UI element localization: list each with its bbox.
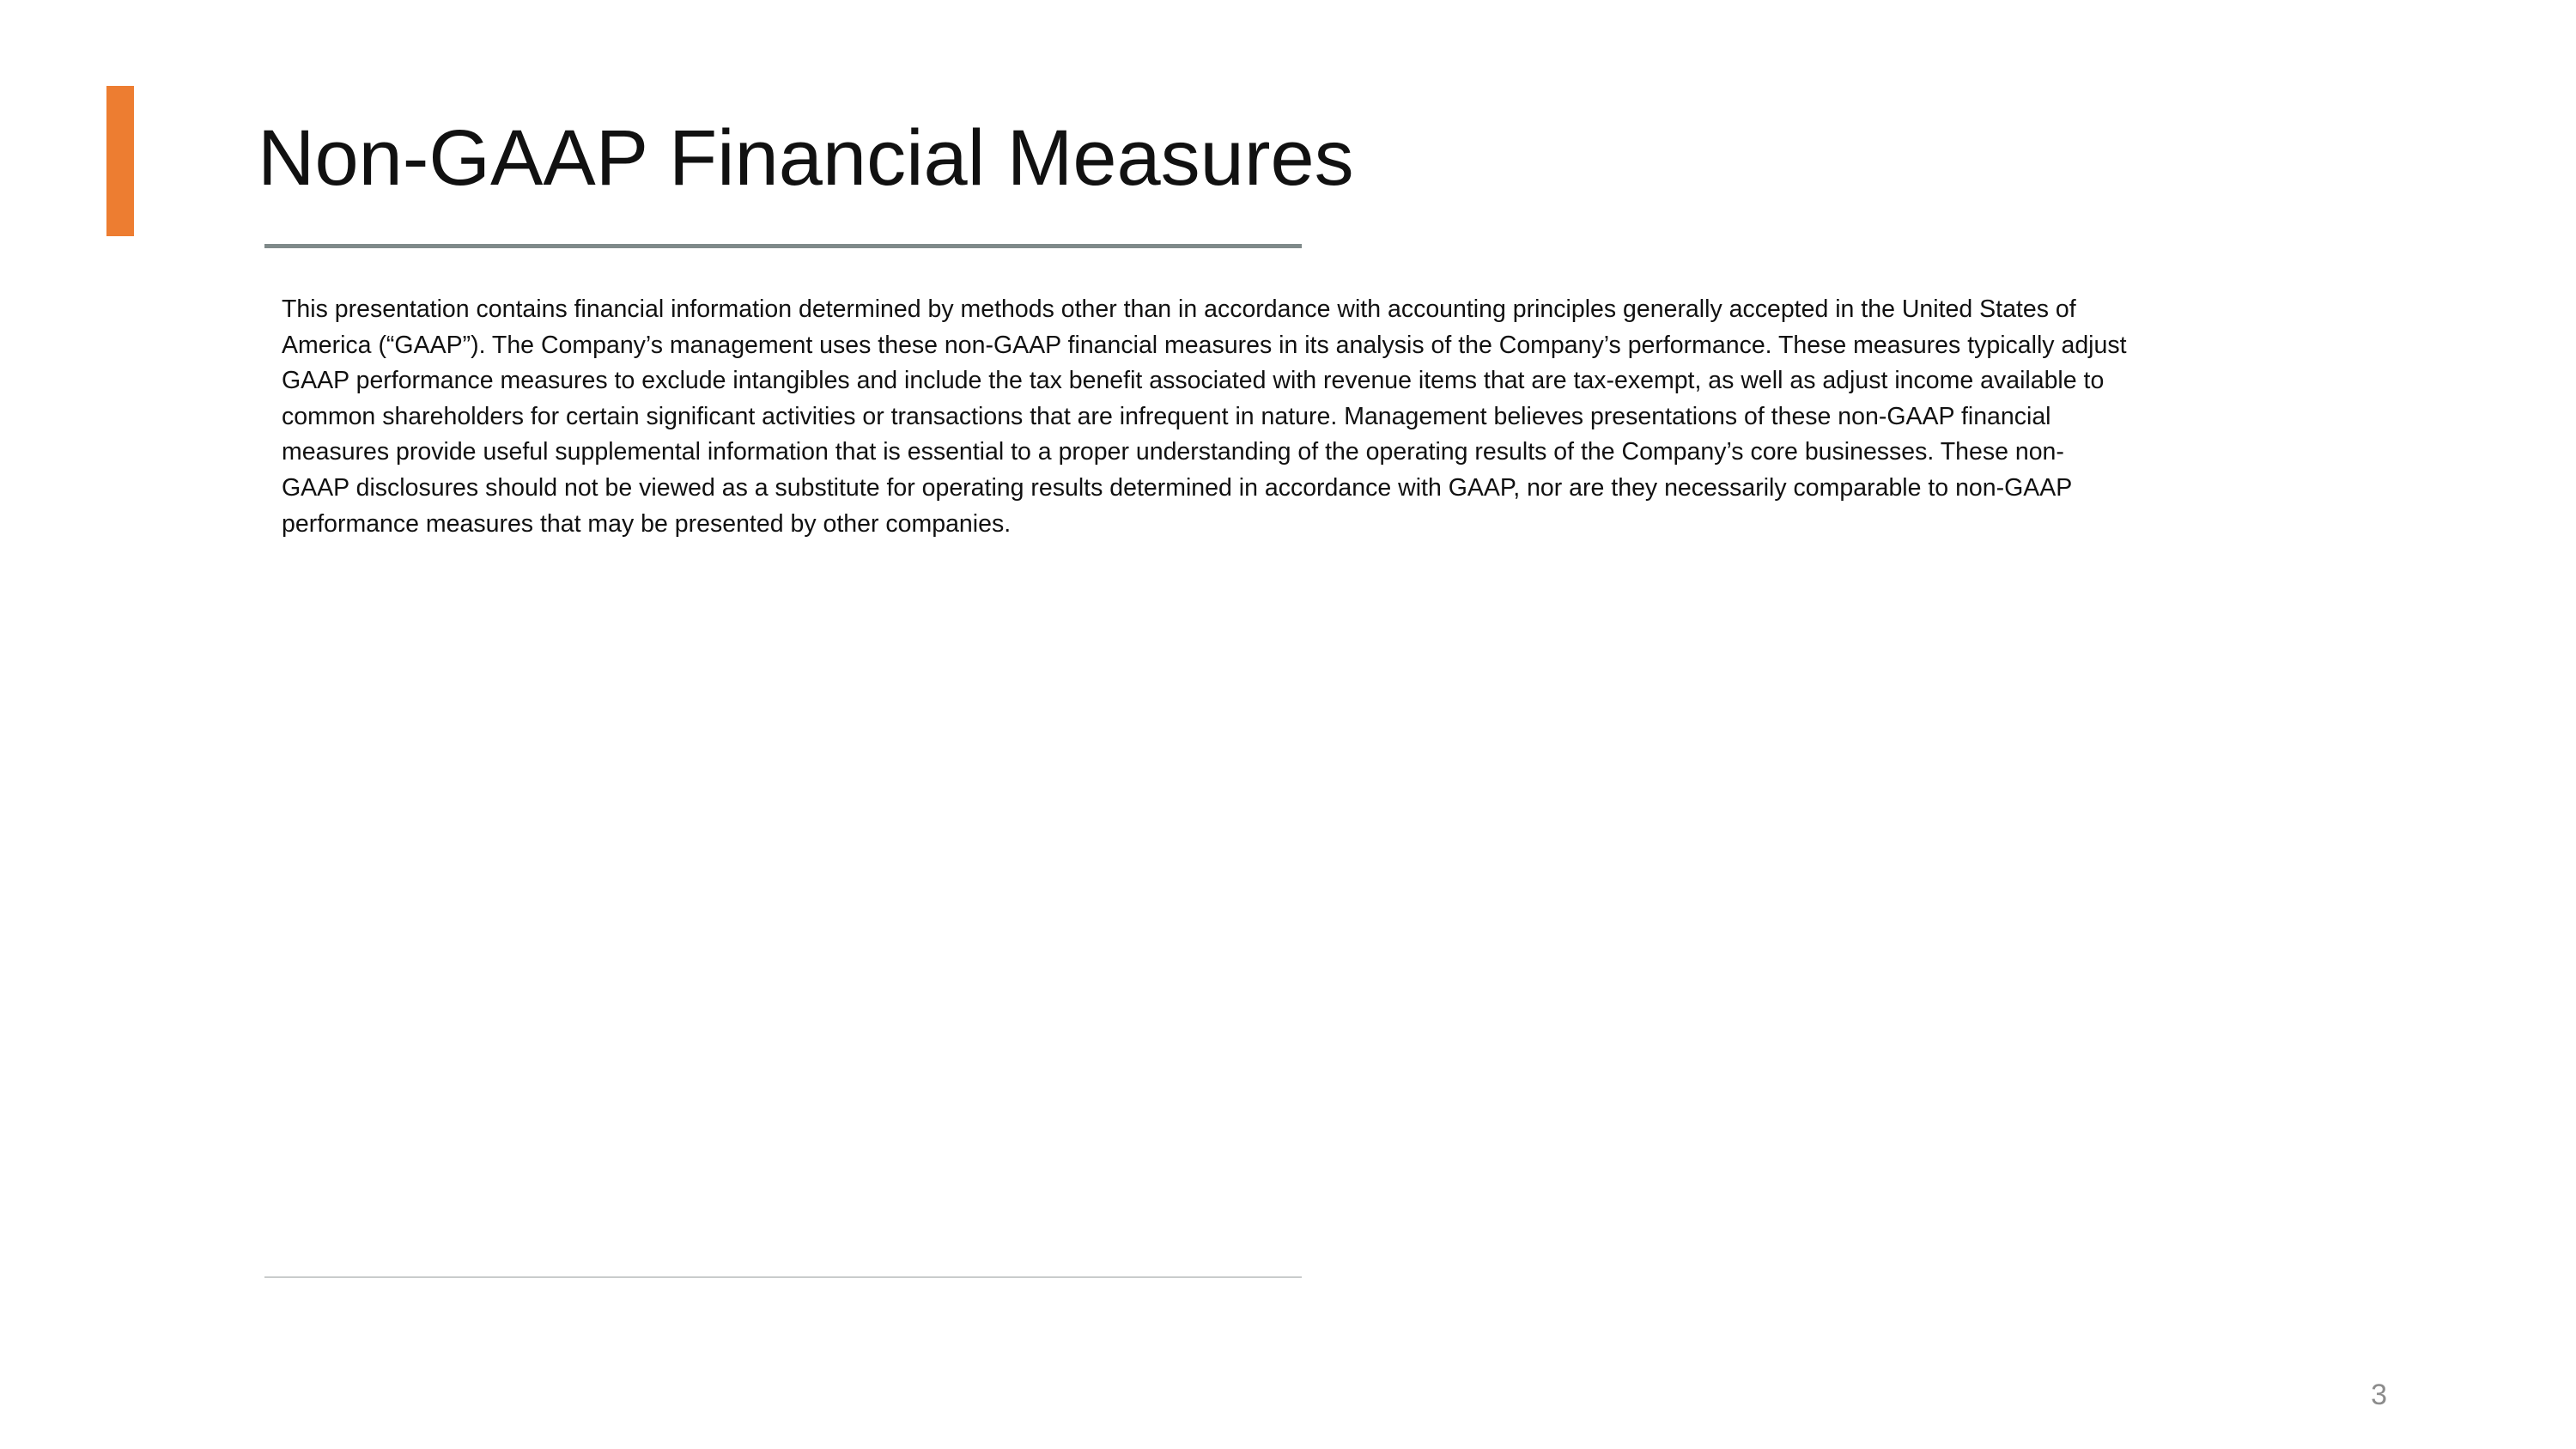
- footer-divider: [264, 1276, 1302, 1278]
- page-number: 3: [2371, 1379, 2387, 1411]
- title-divider: [264, 244, 1302, 248]
- body-paragraph: This presentation contains financial information determined by methods other than in accordance with accounting principles generally accepted in the United States of America (“GAAP”). The Company’s management uses these non-GAAP financial measures in its analysis of the Company’s performance. These measures typically adjust GAAP performance measures to exclude intangibles and include the tax benefit associated with revenue items that are tax-exempt, as well as adjust income available to common shareholders for certain significant activities or transactions that are infrequent in nature. Management believes presentations of these non-GAAP financial measures provide useful supplemental information that is essential to a proper understanding of the operating results of the Company’s core businesses. These non- GAAP disclosures should not be viewed as a substitute for operating results determined in accordance with GAAP, nor are they necessarily comparable to non-GAAP performance measures that may be presented by other companies.: [282, 295, 2127, 538]
- slide-title: Non-GAAP Financial Measures: [258, 114, 1354, 202]
- accent-bar: [106, 86, 134, 236]
